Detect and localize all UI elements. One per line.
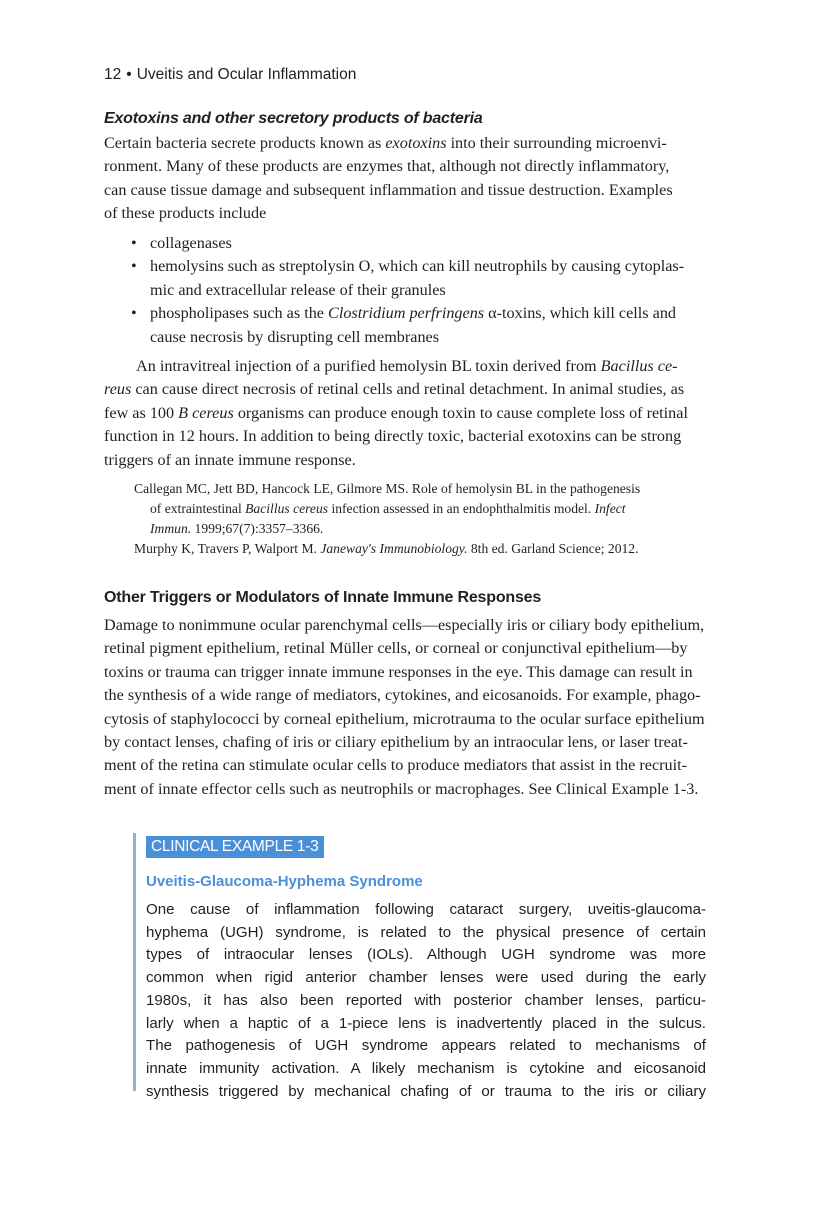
- text-line: The pathogenesis of UGH syndrome appears related to mechanisms of: [146, 1037, 706, 1055]
- text-line: hyphema (UGH) syndrome, is related to the physical presence of certain: [146, 923, 706, 941]
- text-line: few as 100 B cereus organisms can produce enough toxin to cause complete loss of retinal: [104, 403, 688, 422]
- list-item: • hemolysins such as streptolysin O, which can kill neutrophils by causing cytoplas- mic and extracellular release of their granules: [126, 255, 746, 302]
- header-bullet: •: [126, 66, 132, 83]
- text-line: the synthesis of a wide range of mediators, cytokines, and eicosanoids. For example, phago-: [104, 686, 701, 705]
- text-line: ment of the retina can stimulate ocular cells to produce mediators that assist in the recruit-: [104, 756, 688, 775]
- text-line: can cause tissue damage and subsequent inflammation and tissue destruction. Examples: [104, 180, 673, 199]
- list-item: • collagenases: [126, 232, 746, 255]
- text-line: 1980s, it has also been reported with posterior chamber lenses, particu-: [146, 991, 706, 1009]
- text-line: triggers of an innate immune response.: [104, 450, 356, 469]
- clinical-example-accent-bar: [133, 833, 136, 1091]
- text-line: toxins or trauma can trigger innate immune responses in the eye. This damage can result in: [104, 662, 693, 681]
- book-title: Uveitis and Ocular Inflammation: [136, 66, 357, 83]
- text-line: retinal pigment epithelium, retinal Müller cells, or corneal or conjunctival epithelium—by: [104, 639, 688, 658]
- text-line: ment of innate effector cells such as neutrophils or macrophages. See Clinical Example 1-3.: [104, 779, 699, 798]
- reference-callegan: Callegan MC, Jett BD, Hancock LE, Gilmore MS. Role of hemolysin BL in the pathogenesis of extraintestinal Bacillus cereus infection assessed in an endophthalmitis model. Infect Immun. 1999;67(7):3357–3366.: [134, 481, 641, 536]
- other-triggers-paragraph: [104, 614, 744, 801]
- text-line: cytosis of staphylococci by corneal epithelium, microtrauma to the ocular surface epithelium: [104, 709, 705, 728]
- text-line: ronment. Many of these products are enzymes that, although not directly inflammatory,: [104, 157, 670, 176]
- text-line: by contact lenses, chafing of iris or ciliary epithelium by an intraocular lens, or laser treat-: [104, 733, 688, 752]
- clinical-example-label: CLINICAL EXAMPLE 1-3: [146, 836, 324, 858]
- section-heading-exotoxins: Exotoxins and other secretory products of bacteria: [104, 110, 483, 127]
- text-line: innate immunity activation. A likely mechanism is cytokine and eicosanoid: [146, 1059, 706, 1077]
- section-heading-other-triggers: Other Triggers or Modulators of Innate Immune Responses: [104, 589, 542, 606]
- text-line: types of intraocular lenses (IOLs). Although UGH syndrome was more: [146, 946, 706, 964]
- text-line: Damage to nonimmune ocular parenchymal cells—especially iris or ciliary body epithelium,: [104, 616, 705, 634]
- text-line: reus can cause direct necrosis of retinal cells and retinal detachment. In animal studies, as: [104, 380, 685, 399]
- reference-murphy: Murphy K, Travers P, Walport M. Janeway's Immunobiology. 8th ed. Garland Science; 2012.: [134, 541, 639, 556]
- text-line: One cause of inflammation following cataract surgery, uveitis-glaucoma-: [146, 901, 706, 918]
- exotoxins-intro-paragraph: [104, 132, 744, 226]
- text-line: An intravitreal injection of a purified hemolysin BL toxin derived from Bacillus ce-: [136, 357, 678, 375]
- text-line: Certain bacteria secrete products known as exotoxins into their surrounding microenvi-: [104, 134, 667, 152]
- text-line: of these products include: [104, 204, 267, 223]
- text-line: common when rigid anterior chamber lenses were used during the early: [146, 969, 706, 987]
- running-header: [104, 66, 356, 84]
- text-line: function in 12 hours. In addition to being directly toxic, bacterial exotoxins can be strong: [104, 427, 682, 446]
- text-line: synthesis triggered by mechanical chafing of or trauma to the iris or ciliary: [146, 1082, 706, 1100]
- page-number: 12: [104, 66, 122, 83]
- exotoxin-examples-list: [126, 232, 746, 349]
- clinical-example-title: Uveitis-Glaucoma-Hyphema Syndrome: [146, 873, 423, 890]
- clinical-example-body: [146, 899, 706, 1103]
- list-item: • phospholipases such as the Clostridium perfringens α-toxins, which kill cells and cause necrosis by disrupting cell membranes: [126, 302, 746, 349]
- hemolysin-paragraph: [104, 355, 744, 472]
- text-line: larly when a haptic of a 1-piece lens is inadvertently placed in the sulcus.: [146, 1014, 706, 1032]
